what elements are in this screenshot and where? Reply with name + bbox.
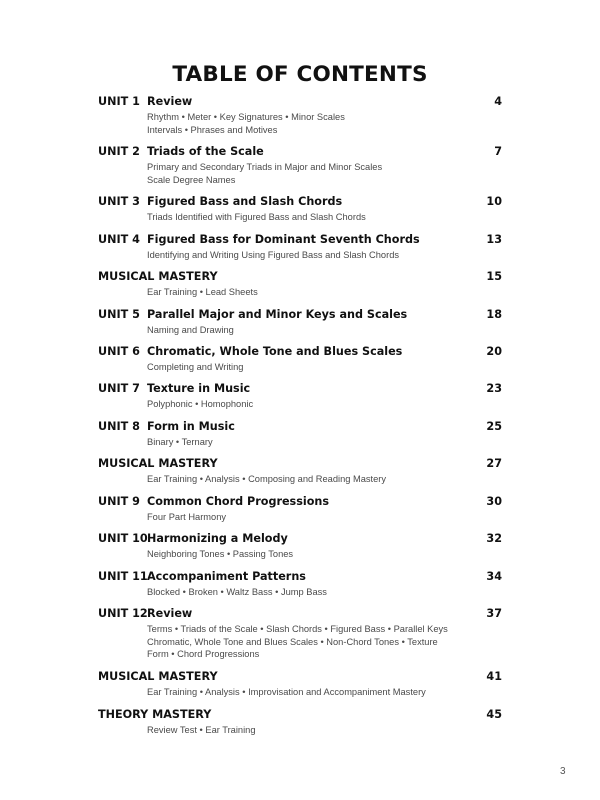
- toc-entry: [98, 457, 502, 486]
- unit-label: UNIT 11: [98, 570, 148, 583]
- toc-entry: [98, 708, 502, 737]
- toc-entry-heading: [98, 95, 502, 111]
- topic-line: Polyphonic • Homophonic: [147, 399, 254, 409]
- toc-entry: [98, 532, 502, 561]
- unit-label: MUSICAL MASTERY: [98, 670, 218, 683]
- unit-title: Figured Bass and Slash Chords: [147, 195, 343, 208]
- page-number: 3: [560, 766, 566, 777]
- page-reference: 30: [486, 495, 502, 508]
- toc-entry-heading: [98, 570, 502, 586]
- page-reference: 41: [486, 670, 502, 683]
- topic-line: Blocked • Broken • Waltz Bass • Jump Bass: [147, 587, 327, 597]
- topic-line: Ear Training • Lead Sheets: [147, 287, 258, 297]
- topic-line: Ear Training • Analysis • Composing and Reading Mastery: [147, 474, 387, 484]
- topic-line: Rhythm • Meter • Key Signatures • Minor Scales: [147, 112, 345, 122]
- toc-entry: [98, 233, 502, 262]
- page-title: TABLE OF CONTENTS: [172, 62, 428, 87]
- toc-entry: [98, 270, 502, 299]
- unit-title: Parallel Major and Minor Keys and Scales: [147, 308, 408, 321]
- unit-label: UNIT 2: [98, 145, 140, 158]
- toc-entry-heading: [98, 495, 502, 511]
- page-reference: 13: [486, 233, 502, 246]
- toc-entry-heading: [98, 457, 502, 473]
- topic-line: Naming and Drawing: [147, 325, 234, 335]
- unit-title: Triads of the Scale: [147, 145, 264, 158]
- topic-line: Intervals • Phrases and Motives: [147, 124, 278, 135]
- toc-entry-heading: [98, 382, 502, 398]
- unit-title: Texture in Music: [147, 382, 251, 395]
- topic-line: Neighboring Tones • Passing Tones: [147, 549, 294, 559]
- unit-label: MUSICAL MASTERY: [98, 457, 218, 470]
- page-reference: 15: [486, 270, 502, 283]
- page-reference: 37: [486, 607, 502, 620]
- toc-entry-heading: [98, 670, 502, 686]
- unit-label: MUSICAL MASTERY: [98, 270, 218, 283]
- page-reference: 45: [486, 708, 502, 721]
- toc-entry: [98, 308, 502, 337]
- toc-entry: [98, 345, 502, 374]
- unit-label: THEORY MASTERY: [98, 708, 212, 721]
- toc-entry: [98, 570, 502, 599]
- unit-label: UNIT 7: [98, 382, 140, 395]
- topic-line: Binary • Ternary: [147, 437, 213, 447]
- toc-entry-heading: [98, 607, 502, 623]
- unit-label: UNIT 10: [98, 532, 148, 545]
- unit-title: Review: [147, 607, 193, 620]
- topic-line: Chromatic, Whole Tone and Blues Scales • Non-Chord Tones • Texture: [147, 636, 438, 647]
- page-reference: 25: [486, 420, 502, 433]
- unit-title: Review: [147, 95, 193, 108]
- page-reference: 4: [494, 95, 502, 108]
- page-reference: 18: [486, 308, 502, 321]
- page-reference: 32: [486, 532, 502, 545]
- toc-entry: [98, 670, 502, 699]
- page-reference: 23: [486, 382, 502, 395]
- unit-title: Harmonizing a Melody: [147, 532, 288, 545]
- toc-entry-heading: [98, 270, 502, 286]
- topic-line: Primary and Secondary Triads in Major and Minor Scales: [147, 162, 383, 172]
- unit-title: Figured Bass for Dominant Seventh Chords: [147, 233, 420, 246]
- toc-entry-heading: [98, 145, 502, 161]
- unit-label: UNIT 6: [98, 345, 140, 358]
- unit-title: Accompaniment Patterns: [147, 570, 306, 583]
- unit-title: Common Chord Progressions: [147, 495, 330, 508]
- topic-line: Ear Training • Analysis • Improvisation and Accompaniment Mastery: [147, 687, 426, 697]
- page-reference: 7: [494, 145, 502, 158]
- toc-entry-heading: [98, 345, 502, 361]
- toc-entry: [98, 145, 502, 186]
- topic-line: Form • Chord Progressions: [147, 649, 260, 659]
- page-reference: 34: [486, 570, 502, 583]
- unit-label: UNIT 4: [98, 233, 140, 246]
- toc-entry-heading: [98, 308, 502, 324]
- toc-entry-heading: [98, 532, 502, 548]
- unit-title: Chromatic, Whole Tone and Blues Scales: [147, 345, 403, 358]
- unit-label: UNIT 9: [98, 495, 140, 508]
- toc-entry: [98, 95, 502, 136]
- toc-entry-heading: [98, 233, 502, 249]
- unit-title: Form in Music: [147, 420, 235, 433]
- topic-line: Completing and Writing: [147, 362, 244, 372]
- page-reference: 20: [486, 345, 502, 358]
- unit-label: UNIT 1: [98, 95, 140, 108]
- toc-entry-heading: [98, 195, 502, 211]
- topic-line: Triads Identified with Figured Bass and Slash Chords: [147, 212, 366, 222]
- toc-entry: [98, 382, 502, 411]
- toc-entry: [98, 495, 502, 524]
- toc-entry-heading: [98, 420, 502, 436]
- topic-line: Review Test • Ear Training: [147, 725, 256, 735]
- topic-line: Scale Degree Names: [147, 174, 236, 185]
- toc-entry: [98, 607, 502, 661]
- unit-label: UNIT 8: [98, 420, 140, 433]
- topic-line: Terms • Triads of the Scale • Slash Chords • Figured Bass • Parallel Keys: [147, 624, 448, 634]
- topic-line: Identifying and Writing Using Figured Bass and Slash Chords: [147, 250, 400, 260]
- toc-entry: [98, 195, 502, 224]
- unit-label: UNIT 5: [98, 308, 140, 321]
- page-reference: 10: [486, 195, 502, 208]
- unit-label: UNIT 3: [98, 195, 140, 208]
- toc-entry-heading: [98, 708, 502, 724]
- topic-line: Four Part Harmony: [147, 512, 227, 522]
- toc-entry: [98, 420, 502, 449]
- page-reference: 27: [486, 457, 502, 470]
- unit-label: UNIT 12: [98, 607, 148, 620]
